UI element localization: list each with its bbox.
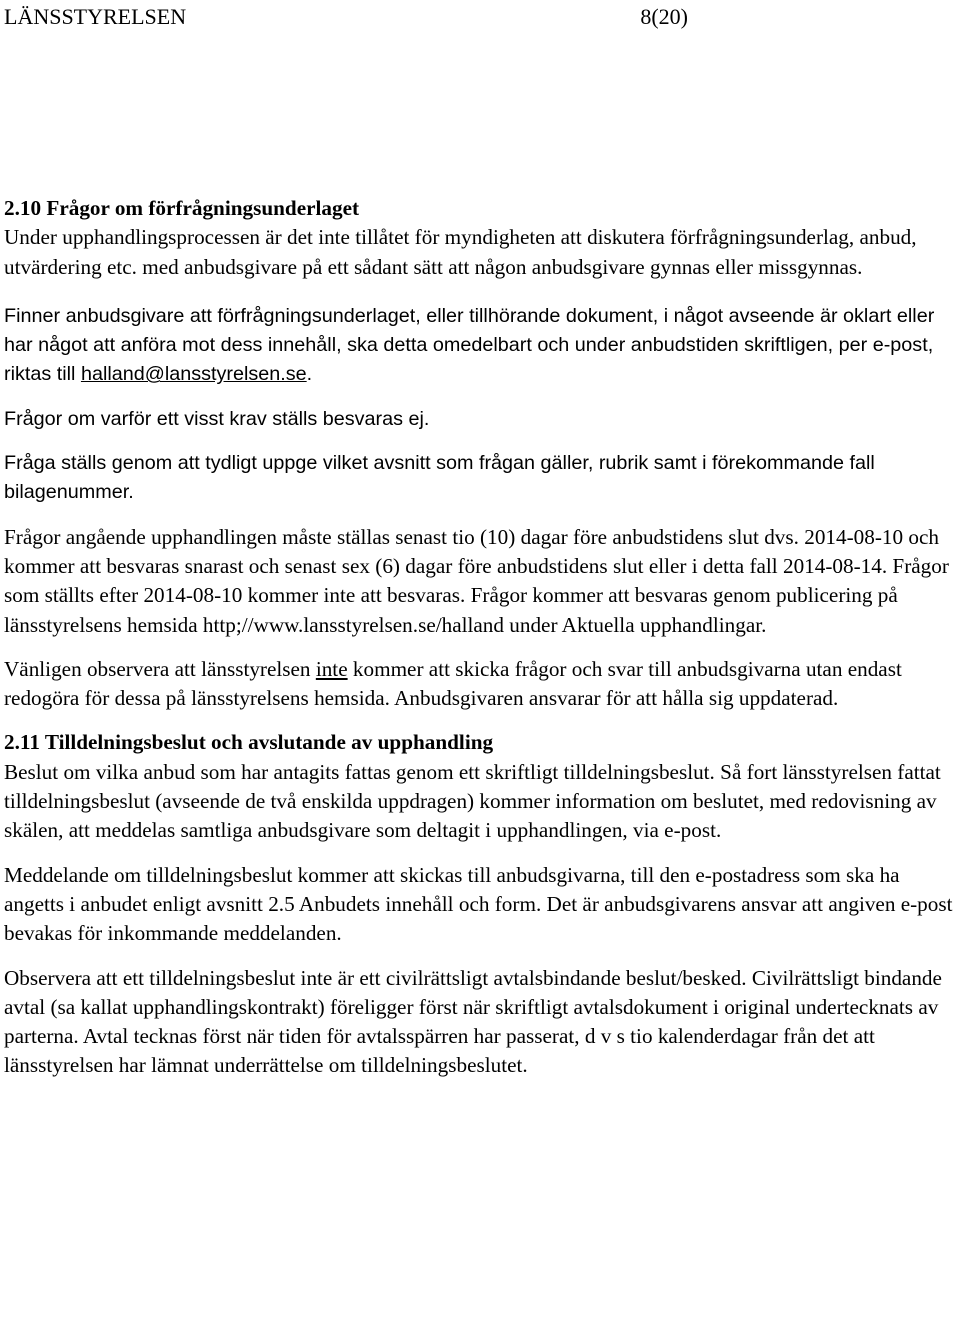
questions-submission-end: . xyxy=(306,363,313,386)
questions-submission-paragraph xyxy=(4,302,956,390)
section-2-11 xyxy=(4,728,956,1080)
page-number: 8(20) xyxy=(640,4,688,29)
section-2-10-heading: 2.10 Frågor om förfrågningsunderlaget xyxy=(4,196,360,220)
observe-text-end: kommer att skicka frågor och svar till anbudsgivarna utan endast redogöra för dessa på länsstyrelsens hemsida. Anbudsgivaren ansvarar för att hålla sig uppdaterad. xyxy=(4,656,902,711)
observe-paragraph xyxy=(4,655,956,714)
observe-underlined-word: inte xyxy=(315,656,348,681)
award-decision-paragraph: Beslut om vilka anbud som har antagits fattas genom ett skriftligt tilldelningsbeslut. Så fort länsstyrelsen fattat tilldelningsbeslut (avseende de två enskilda uppdragen) kommer information om beslutet, med redovisning av skälen, att meddelas samtliga anbudsgivare som deltagit i upphandlingen, via e-post. xyxy=(4,759,941,843)
organization-name: LÄNSSTYRELSEN xyxy=(4,4,187,29)
questions-not-answered-paragraph: Frågor om varför ett visst krav ställs besvaras ej. xyxy=(4,407,430,430)
award-notice-paragraph: Meddelande om tilldelningsbeslut kommer att skickas till anbudsgivarna, till den e-postadress som ska ha angetts i anbudet enligt avsnitt 2.5 Anbudets innehåll och form. Det är anbudsgivarens ansvar att angiven e-post bevakas för inkommande meddelanden. xyxy=(4,862,953,946)
observe-text-start: Vänligen observera att länsstyrelsen xyxy=(4,656,316,681)
document-body xyxy=(4,194,956,1081)
questions-submission-text: Finner anbudsgivare att förfrågningsunderlaget, eller tillhörande dokument, i något avseende är oklart eller har något att anföra mot dess innehåll, ska detta omedelbart och under anbudstiden skriftligen, per e-post, riktas till xyxy=(4,304,935,386)
question-format-paragraph: Fråga ställs genom att tydligt uppge vilket avsnitt som frågan gäller, rubrik samt i förekommande fall bilagenummer. xyxy=(4,452,875,504)
contract-paragraph: Observera att ett tilldelningsbeslut inte är ett civilrättsligt avtalsbindande beslut/besked. Civilrättsligt bindande avtal (sa kallat upphandlingskontrakt) föreligger först när skriftligt avtalsdokument i original undertecknats av parterna. Avtal tecknas först när tiden för avtalsspärren har passerat, d v s tio kalenderdagar från det att länsstyrelsen har lämnat underrättelse om tilldelningsbeslutet. xyxy=(4,965,942,1078)
email-link[interactable]: halland@lansstyrelsen.se xyxy=(80,363,307,386)
section-2-10 xyxy=(4,194,956,713)
section-2-10-intro: Under upphandlingsprocessen är det inte tillåtet för myndigheten att diskutera förfrågningsunderlag, anbud, utvärdering etc. med anbudsgivare på ett sådant sätt att någon anbudsgivare gynnas eller missgynnas. xyxy=(4,225,917,279)
page-header xyxy=(4,2,688,32)
section-2-11-heading: 2.11 Tilldelningsbeslut och avslutande av upphandling xyxy=(4,730,494,755)
question-deadline-paragraph: Frågor angående upphandlingen måste ställas senast tio (10) dagar före anbudstidens slut dvs. 2014-08-10 och kommer att besvaras snarast och senast sex (6) dagar före anbudstidens slut eller i detta fall 2014-08-14. Frågor som ställts efter 2014-08-10 kommer inte att besvaras. Frågor kommer att besvaras genom publicering på länsstyrelsens hemsida http;//www.lansstyrelsen.se/halland under Aktuella upphandlingar. xyxy=(4,524,949,637)
